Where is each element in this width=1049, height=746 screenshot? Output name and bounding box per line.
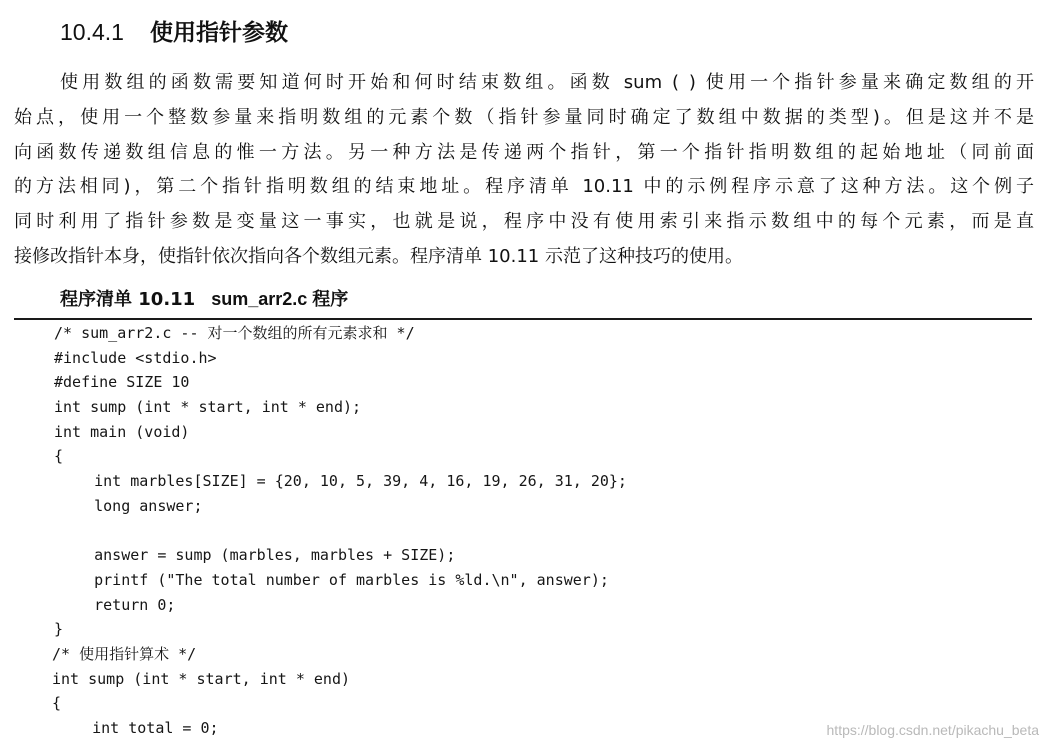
section-heading [60,14,288,48]
section-title: 使用指针参数 [149,20,288,46]
code-line: int main (void) [54,422,190,441]
paragraph-line: 接修改指针本身，使指针依次指向各个数组元素。程序清单 10.11 示范了这种技巧的使用。 [14,245,743,267]
code-listing [0,321,1049,741]
listing-label: 程序清单 10.11 [60,289,196,310]
section-number: 10.4.1 [60,19,124,45]
code-line: long answer; [58,496,203,515]
paragraph-line: 的方法相同)，第二个指针指明数组的结束地址。程序清单 10.11 中的示例程序示意了这种方法。这个例子 [14,176,1034,198]
code-line: /* 使用指针算术 */ [52,644,197,663]
body-paragraph [14,66,1034,275]
paragraph-line: 始点，使用一个整数参量来指明数组的元素个数（指针参量同时确定了数组中数据的类型)。但是这并不是 [14,106,1034,128]
code-line [0,519,1049,544]
code-line: printf ("The total number of marbles is %ld.\n", answer); [58,570,609,589]
code-line: int sump (int * start, int * end); [54,398,362,417]
listing-caption [60,285,348,313]
code-line: } [54,620,64,639]
paragraph-line: 同时利用了指针参数是变量这一事实，也就是说，程序中没有使用索引来指示数组中的每个元素，而是直 [14,211,1034,233]
code-line: /* sum_arr2.c -- 对一个数组的所有元素求和 */ [54,324,415,342]
listing-filename: sum_arr2.c 程序 [211,289,349,309]
code-line: return 0; [58,595,176,614]
source-watermark: https://blog.csdn.net/pikachu_beta [826,722,1039,738]
code-line: int sump (int * start, int * end) [52,669,351,688]
paragraph-line: 向函数传递数组信息的惟一方法。另一种方法是传递两个指针，第一个指针指明数组的起始地址（同前面 [14,141,1034,163]
code-line: #include <stdio.h> [54,348,217,367]
paragraph-line: 使用数组的函数需要知道何时开始和何时结束数组。函数 sum ( ) 使用一个指针参量来确定数组的开 [60,72,1034,93]
code-line: int total = 0; [56,719,219,737]
listing-divider [14,318,1032,320]
code-line: { [52,694,62,713]
code-line: #define SIZE 10 [54,373,190,392]
code-line: { [54,447,64,466]
code-line: answer = sump (marbles, marbles + SIZE); [58,546,456,565]
code-line: int marbles[SIZE] = {20, 10, 5, 39, 4, 16, 19, 26, 31, 20}; [58,472,627,491]
